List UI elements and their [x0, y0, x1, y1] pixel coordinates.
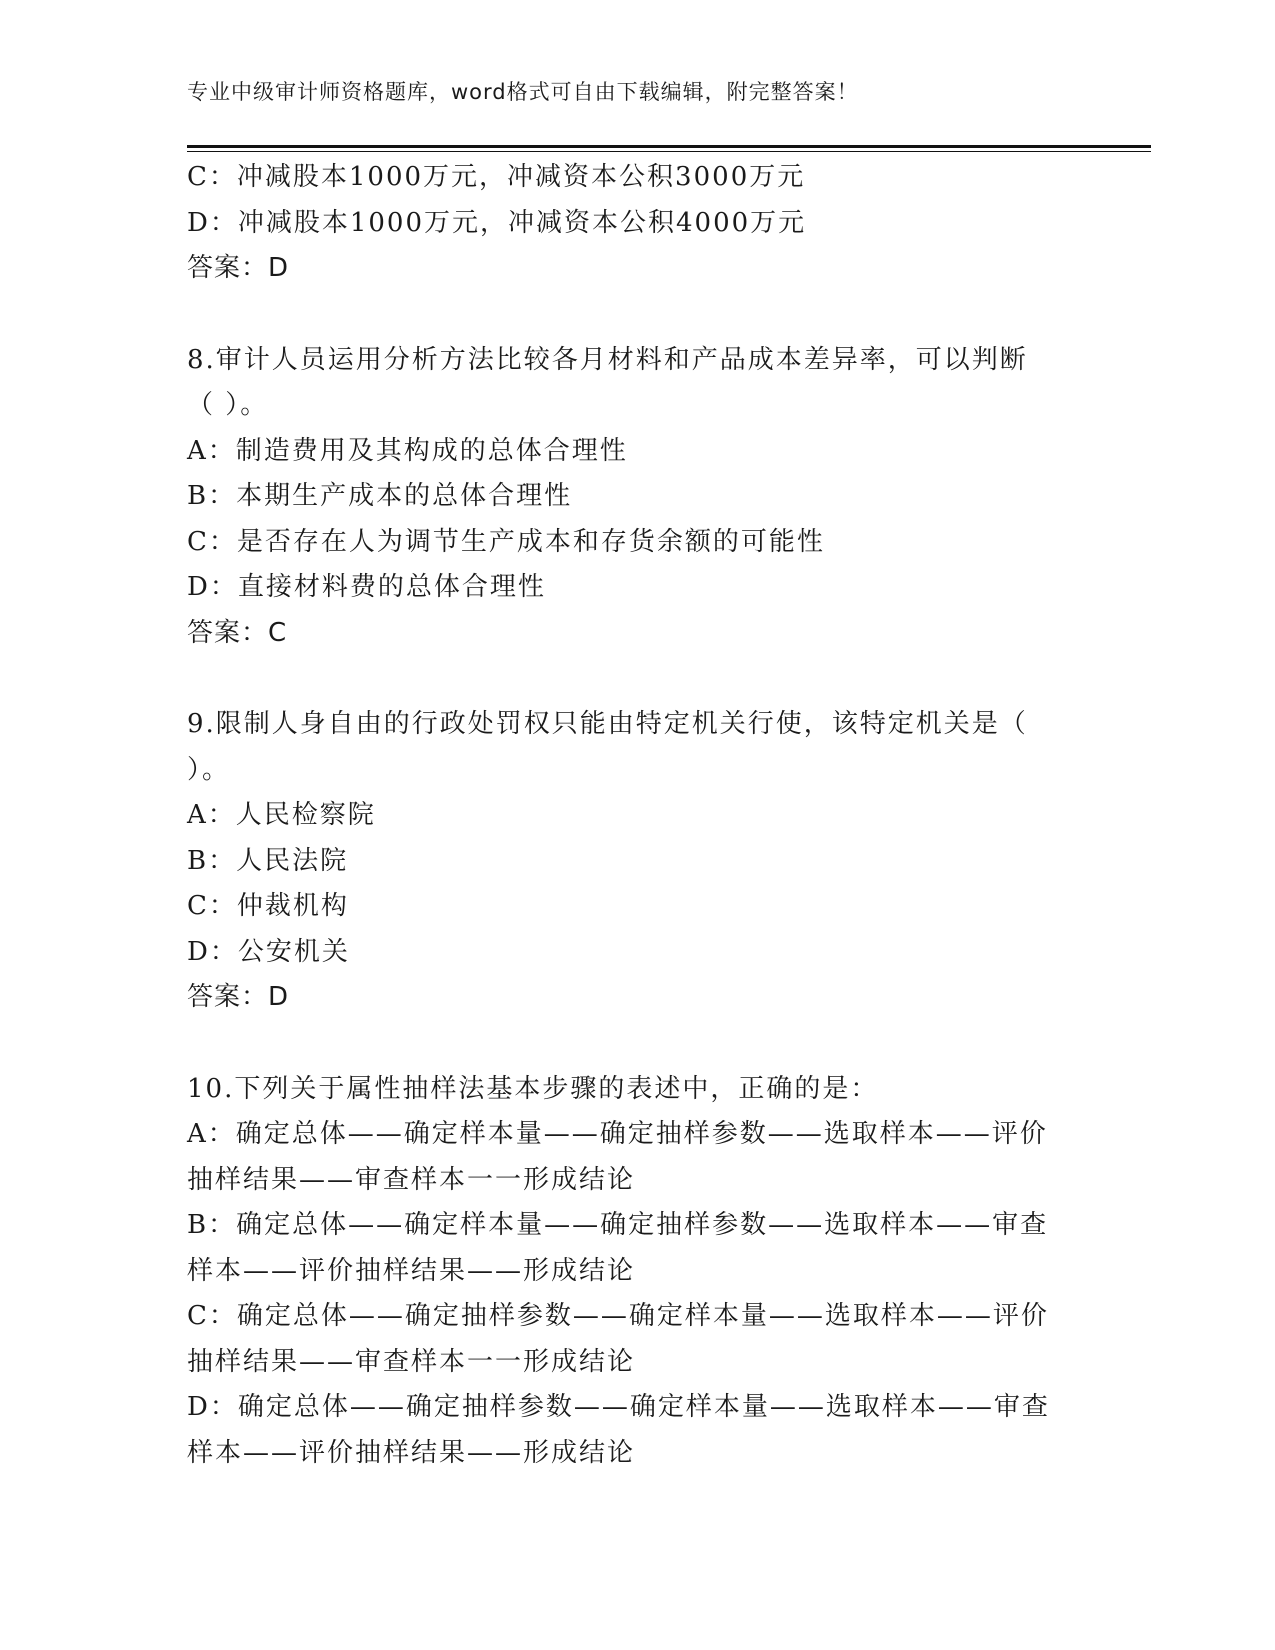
answer-line: 答案：C — [187, 617, 288, 648]
option-line: C：仲裁机构 — [187, 891, 349, 921]
header-rule-thick — [187, 145, 1151, 148]
question-stem: 9.限制人身自由的行政处罚权只能由特定机关行使，该特定机关是（ — [187, 709, 1028, 739]
option-line: A：人民检察院 — [187, 800, 376, 830]
question-stem: ）。 — [187, 754, 231, 785]
prev-question-block — [187, 155, 1087, 292]
question-stem: （ ）。 — [187, 390, 269, 420]
option-line: C：是否存在人为调节生产成本和存货余额的可能性 — [187, 526, 825, 557]
option-line: D：确定总体——确定抽样参数——确定样本量——选取样本——审查 — [187, 1392, 1050, 1422]
option-line: 抽样结果——审查样本一一形成结论 — [187, 1346, 636, 1377]
option-line: B：确定总体——确定样本量——确定抽样参数——选取样本——审查 — [187, 1210, 1049, 1240]
option-line: 抽样结果——审查样本一一形成结论 — [187, 1164, 636, 1195]
header-rule-thin — [187, 151, 1151, 152]
page-header: 专业中级审计师资格题库，word格式可自由下载编辑，附完整答案！ — [187, 80, 859, 104]
option-line: D：公安机关 — [187, 936, 350, 967]
question-10 — [187, 1067, 1087, 1477]
question-9 — [187, 702, 1087, 1021]
option-line: 样本——评价抽样结果——形成结论 — [187, 1437, 636, 1468]
option-line: C：冲减股本1000万元，冲减资本公积3000万元 — [187, 162, 806, 192]
question-stem: 10.下列关于属性抽样法基本步骤的表述中，正确的是： — [187, 1073, 879, 1104]
option-line: B：本期生产成本的总体合理性 — [187, 481, 573, 511]
answer-line: 答案：D — [187, 253, 290, 283]
option-line: C：确定总体——确定抽样参数——确定样本量——选取样本——评价 — [187, 1301, 1049, 1331]
option-line: B：人民法院 — [187, 845, 349, 876]
question-8 — [187, 338, 1087, 657]
option-line: 样本——评价抽样结果——形成结论 — [187, 1255, 636, 1286]
answer-line: 答案：D — [187, 982, 290, 1012]
option-line: A：制造费用及其构成的总体合理性 — [187, 435, 628, 466]
document-content — [187, 155, 1087, 1476]
option-line: A：确定总体——确定样本量——确定抽样参数——选取样本——评价 — [187, 1119, 1048, 1149]
question-stem: 8.审计人员运用分析方法比较各月材料和产品成本差异率，可以判断 — [187, 344, 1028, 375]
option-line: D：冲减股本1000万元，冲减资本公积4000万元 — [187, 207, 807, 238]
option-line: D：直接材料费的总体合理性 — [187, 572, 546, 602]
